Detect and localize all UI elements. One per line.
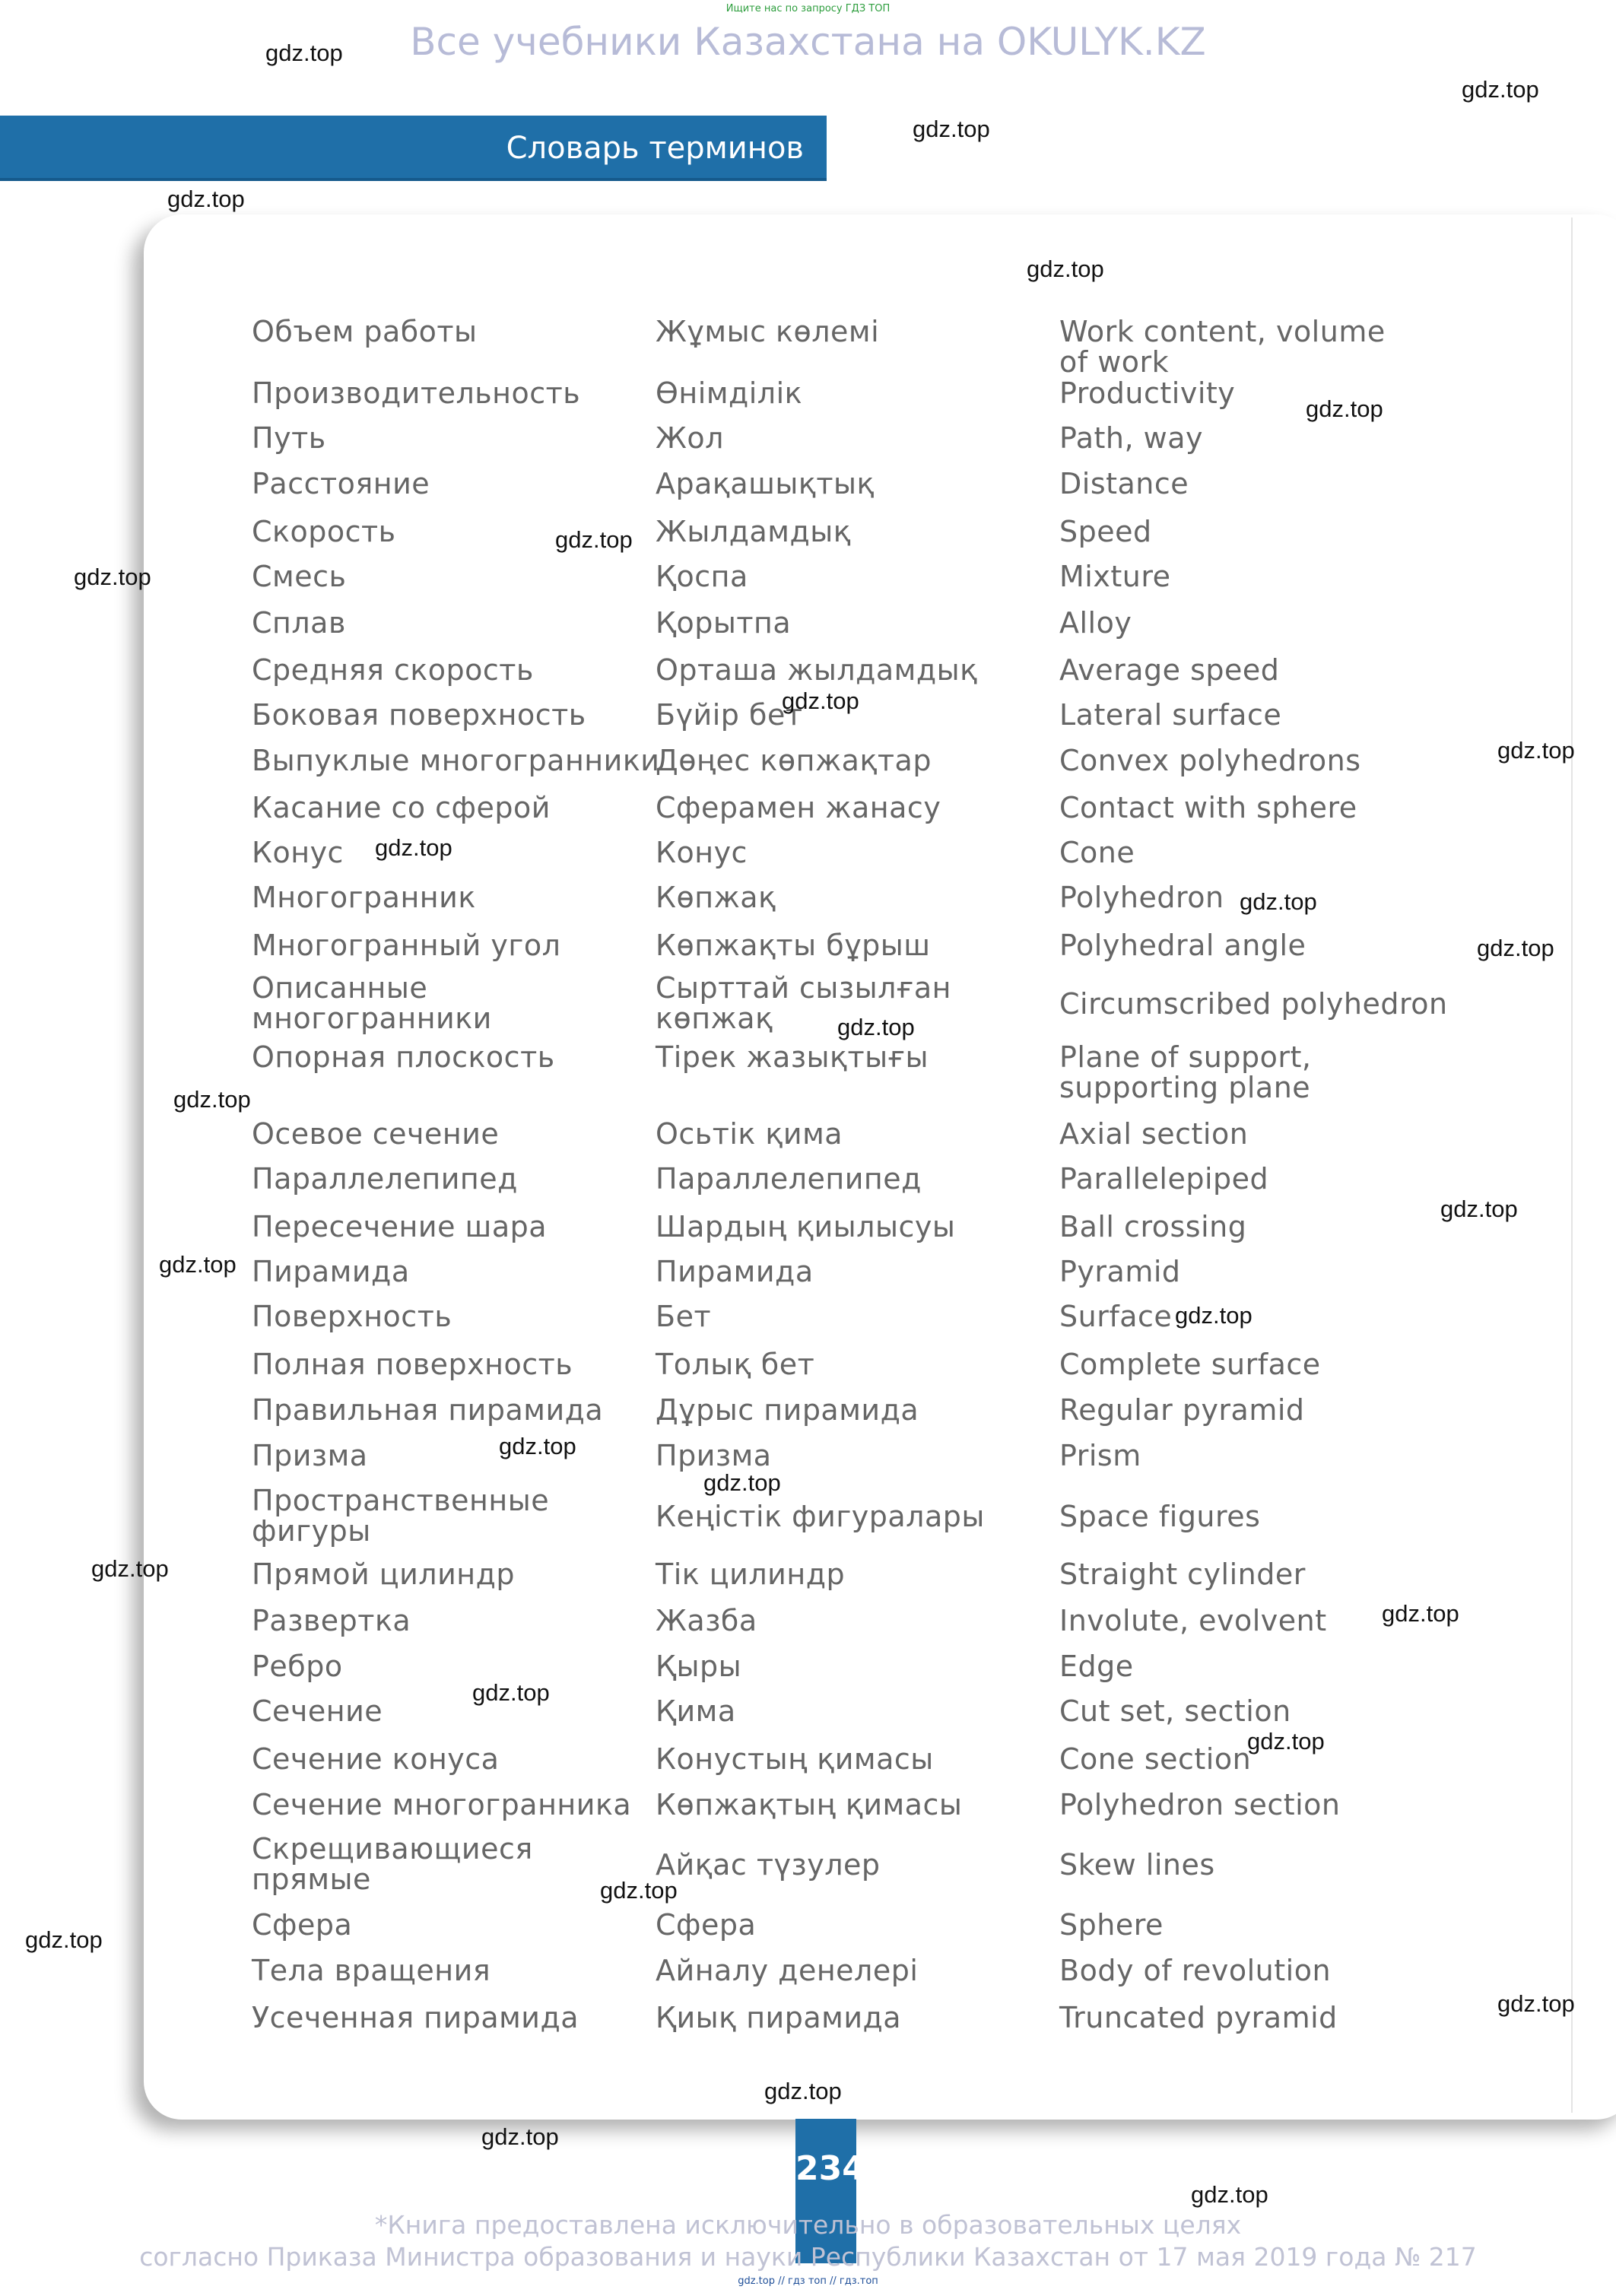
term-ru: Путь: [252, 421, 326, 455]
term-en: Ball crossing: [1059, 1210, 1247, 1243]
term-kz: Сфера: [656, 1908, 757, 1942]
term-ru: Пространственные: [252, 1484, 550, 1517]
term-en: Average speed: [1059, 653, 1280, 687]
term-kz: Призма: [656, 1439, 772, 1472]
term-en: Prism: [1059, 1439, 1141, 1472]
term-en: Polyhedron: [1059, 881, 1224, 914]
section-banner: [0, 116, 827, 181]
term-en: Skew lines: [1059, 1848, 1215, 1882]
term-en: Cone: [1059, 836, 1135, 869]
term-en: Body of revolution: [1059, 1954, 1332, 1987]
term-en: Truncated pyramid: [1059, 2001, 1338, 2034]
term-en: Productivity: [1059, 376, 1236, 410]
watermark-text: gdz.top: [837, 1014, 915, 1040]
watermark-text: gdz.top: [1497, 1990, 1575, 2017]
bottom-note: gdz.top // гдз топ // гдз.топ: [738, 2275, 878, 2287]
term-ru: Сечение многогранника: [252, 1788, 632, 1821]
term-en: Polyhedral angle: [1059, 929, 1306, 962]
term-kz: Дөңес көпжақтар: [656, 744, 932, 777]
watermark-text: gdz.top: [1247, 1728, 1325, 1755]
term-kz: Дұрыс пирамида: [656, 1393, 919, 1427]
term-ru: Правильная пирамида: [252, 1393, 604, 1427]
term-kz: Осьтік қима: [656, 1117, 843, 1151]
page-number: 234: [795, 2149, 865, 2188]
term-ru: фигуры: [252, 1514, 371, 1548]
watermark-text: gdz.top: [167, 186, 245, 212]
watermark-text: gdz.top: [555, 526, 633, 553]
term-kz: Бет: [656, 1300, 712, 1333]
term-kz: Сферамен жанасу: [656, 791, 941, 824]
watermark-text: gdz.top: [499, 1433, 576, 1459]
watermark-text: gdz.top: [472, 1679, 550, 1706]
term-kz: Конус: [656, 836, 748, 869]
term-en: Edge: [1059, 1650, 1134, 1683]
watermark-text: gdz.top: [1175, 1302, 1252, 1329]
term-kz: Параллелепипед: [656, 1162, 922, 1196]
term-ru: Полная поверхность: [252, 1348, 573, 1381]
term-en: Straight cylinder: [1059, 1558, 1306, 1591]
term-ru: Сечение: [252, 1694, 383, 1728]
term-en: Polyhedron section: [1059, 1788, 1341, 1821]
term-kz: Қима: [656, 1694, 736, 1728]
watermark-text: gdz.top: [1497, 737, 1575, 764]
term-kz: Сырттай сызылған: [656, 971, 951, 1005]
term-ru: Развертка: [252, 1604, 411, 1637]
watermark-text: gdz.top: [159, 1251, 237, 1278]
term-en: Work content, volume: [1059, 315, 1386, 348]
term-kz: Қыры: [656, 1650, 742, 1683]
term-ru: Пересечение шара: [252, 1210, 548, 1243]
watermark-text: gdz.top: [764, 2078, 842, 2104]
term-kz: Толық бет: [656, 1348, 815, 1381]
term-ru: Параллелепипед: [252, 1162, 518, 1196]
term-ru: Скрещивающиеся: [252, 1832, 533, 1866]
watermark-text: gdz.top: [173, 1086, 251, 1113]
term-kz: көпжақ: [656, 1002, 773, 1035]
term-ru: Сечение конуса: [252, 1742, 500, 1776]
term-ru: Ребро: [252, 1650, 343, 1683]
term-en: Space figures: [1059, 1500, 1261, 1533]
term-kz: Қоспа: [656, 560, 748, 593]
term-kz: Жазба: [656, 1604, 757, 1637]
term-ru: Осевое сечение: [252, 1117, 500, 1151]
term-kz: Көпжақ: [656, 881, 776, 914]
term-kz: Кеңістік фигуралары: [656, 1500, 985, 1533]
watermark-text: gdz.top: [375, 834, 452, 861]
term-ru: Производительность: [252, 376, 581, 410]
watermark-text: gdz.top: [265, 40, 343, 66]
term-en: Alloy: [1059, 606, 1132, 640]
term-en: of work: [1059, 345, 1170, 379]
watermark-text: gdz.top: [782, 688, 859, 714]
term-ru: Усеченная пирамида: [252, 2001, 579, 2034]
term-ru: Скорость: [252, 515, 396, 548]
term-ru: Касание со сферой: [252, 791, 551, 824]
term-ru: Описанные: [252, 971, 428, 1005]
term-en: Involute, evolvent: [1059, 1604, 1327, 1637]
term-en: supporting plane: [1059, 1071, 1311, 1104]
term-ru: Выпуклые многогранники: [252, 744, 660, 777]
footer-disclaimer-line-2: согласно Приказа Министра образования и науки Республики Казахстан от 17 мая 2019 года № 217: [139, 2242, 1477, 2272]
term-ru: Средняя скорость: [252, 653, 534, 687]
card-divider: [1571, 218, 1573, 2113]
section-title: Словарь терминов: [506, 131, 804, 166]
term-en: Cut set, section: [1059, 1694, 1291, 1728]
term-en: Regular pyramid: [1059, 1393, 1305, 1427]
term-kz: Қиық пирамида: [656, 2001, 902, 2034]
term-ru: Конус: [252, 836, 344, 869]
watermark-text: gdz.top: [481, 2123, 559, 2150]
term-en: Parallelepiped: [1059, 1162, 1269, 1196]
term-ru: Тела вращения: [252, 1954, 491, 1987]
term-kz: Айқас түзулер: [656, 1848, 881, 1882]
term-kz: Өнімділік: [656, 376, 803, 410]
term-en: Complete surface: [1059, 1348, 1321, 1381]
term-ru: Прямой цилиндр: [252, 1558, 516, 1591]
term-en: Surface: [1059, 1300, 1173, 1333]
watermark-text: gdz.top: [1477, 935, 1554, 961]
term-en: Path, way: [1059, 421, 1203, 455]
term-ru: Объем работы: [252, 315, 478, 348]
term-ru: Многогранный угол: [252, 929, 561, 962]
watermark-text: gdz.top: [1306, 395, 1383, 422]
watermark-text: gdz.top: [1191, 2181, 1268, 2208]
footer-disclaimer-line-1: *Книга предоставлена исключительно в образовательных целях: [374, 2210, 1242, 2240]
watermark-text: gdz.top: [1240, 888, 1317, 915]
term-ru: многогранники: [252, 1002, 492, 1035]
term-en: Contact with sphere: [1059, 791, 1357, 824]
term-kz: Пирамида: [656, 1255, 814, 1288]
term-en: Speed: [1059, 515, 1152, 548]
term-ru: прямые: [252, 1863, 371, 1896]
term-kz: Жылдамдық: [656, 515, 852, 548]
term-ru: Смесь: [252, 560, 347, 593]
watermark-text: gdz.top: [1027, 256, 1104, 282]
term-kz: Қорытпа: [656, 606, 792, 640]
watermark-text: gdz.top: [913, 116, 990, 142]
term-kz: Айналу денелері: [656, 1954, 919, 1987]
term-kz: Бүйір бет: [656, 698, 803, 732]
term-kz: Жұмыс көлемі: [656, 315, 880, 348]
term-kz: Тік цилиндр: [656, 1558, 846, 1591]
term-kz: Орташа жылдамдық: [656, 653, 978, 687]
term-ru: Призма: [252, 1439, 368, 1472]
term-en: Circumscribed polyhedron: [1059, 987, 1448, 1021]
watermark-text: gdz.top: [1382, 1600, 1459, 1627]
term-ru: Сфера: [252, 1908, 353, 1942]
watermark-text: gdz.top: [1440, 1196, 1518, 1222]
term-kz: Көпжақты бұрыш: [656, 929, 931, 962]
term-en: Plane of support,: [1059, 1040, 1312, 1074]
term-kz: Конустың қимасы: [656, 1742, 934, 1776]
watermark-text: gdz.top: [25, 1926, 103, 1953]
watermark-text: gdz.top: [600, 1877, 678, 1904]
top-note: Ищите нас по запросу ГДЗ ТОП: [725, 3, 891, 14]
watermark-text: gdz.top: [91, 1555, 169, 1582]
term-en: Convex polyhedrons: [1059, 744, 1361, 777]
term-en: Mixture: [1059, 560, 1171, 593]
term-kz: Жол: [656, 421, 724, 455]
site-header-title[interactable]: Все учебники Казахстана на OKULYK.KZ: [410, 20, 1206, 64]
watermark-text: gdz.top: [74, 564, 151, 590]
term-kz: Көпжақтың қимасы: [656, 1788, 963, 1821]
term-en: Axial section: [1059, 1117, 1249, 1151]
term-ru: Сплав: [252, 606, 346, 640]
term-kz: Тірек жазықтығы: [656, 1040, 929, 1074]
term-en: Sphere: [1059, 1908, 1164, 1942]
term-ru: Боковая поверхность: [252, 698, 586, 732]
watermark-text: gdz.top: [1462, 76, 1539, 103]
term-kz: Шардың қиылысуы: [656, 1210, 956, 1243]
term-kz: Арақашықтық: [656, 467, 875, 500]
term-ru: Опорная плоскость: [252, 1040, 555, 1074]
term-en: Lateral surface: [1059, 698, 1282, 732]
term-ru: Поверхность: [252, 1300, 452, 1333]
term-ru: Расстояние: [252, 467, 430, 500]
term-en: Pyramid: [1059, 1255, 1181, 1288]
term-ru: Пирамида: [252, 1255, 410, 1288]
term-en: Distance: [1059, 467, 1189, 500]
term-en: Cone section: [1059, 1742, 1252, 1776]
watermark-text: gdz.top: [703, 1469, 781, 1496]
term-ru: Многогранник: [252, 881, 476, 914]
